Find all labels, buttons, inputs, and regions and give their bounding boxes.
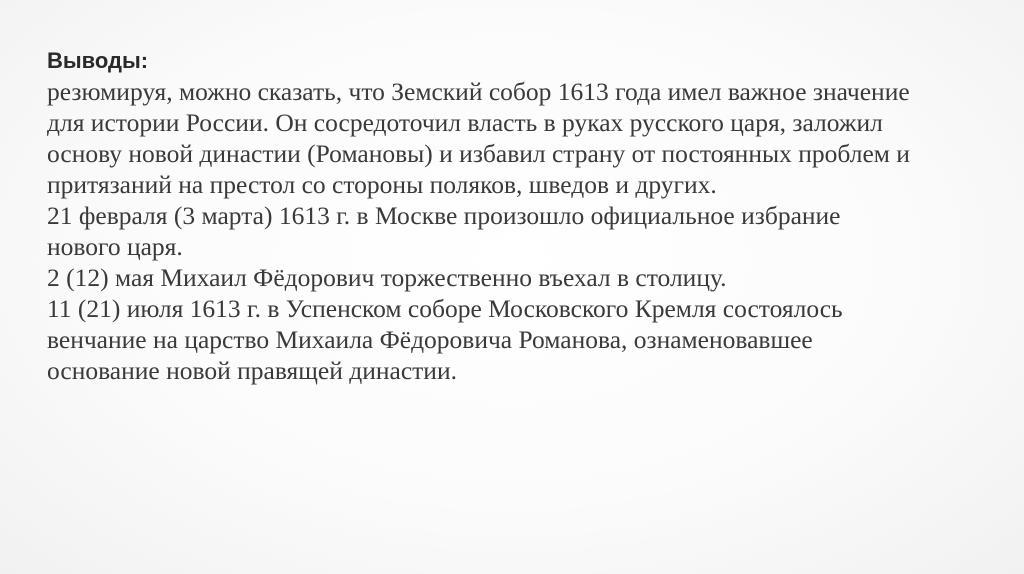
conclusions-heading: Выводы: — [47, 48, 149, 73]
coronation-paragraph: 11 (21) июля 1613 г. в Успенском соборе Московского Кремля состоялось венчание на царство Михаила Фёдоровича Романова, ознаменовавшее основание новой правящей династии. — [47, 294, 843, 385]
conclusion-paragraph: резюмируя, можно сказать, что Земский собор 1613 года имел важное значение для истории России. Он сосредоточил власть в руках русского царя, заложил основу новой династии (Романовы) и избавил страну от постоянных проблем и притязаний на престол со стороны поляков, шведов и других. — [47, 77, 910, 199]
election-date-paragraph: 21 февраля (3 марта) 1613 г. в Москве произошло официальное избрание нового царя. — [47, 201, 841, 261]
slide-content — [47, 45, 997, 386]
arrival-date-paragraph: 2 (12) мая Михаил Фёдорович торжественно въехал в столицу. — [47, 263, 727, 292]
